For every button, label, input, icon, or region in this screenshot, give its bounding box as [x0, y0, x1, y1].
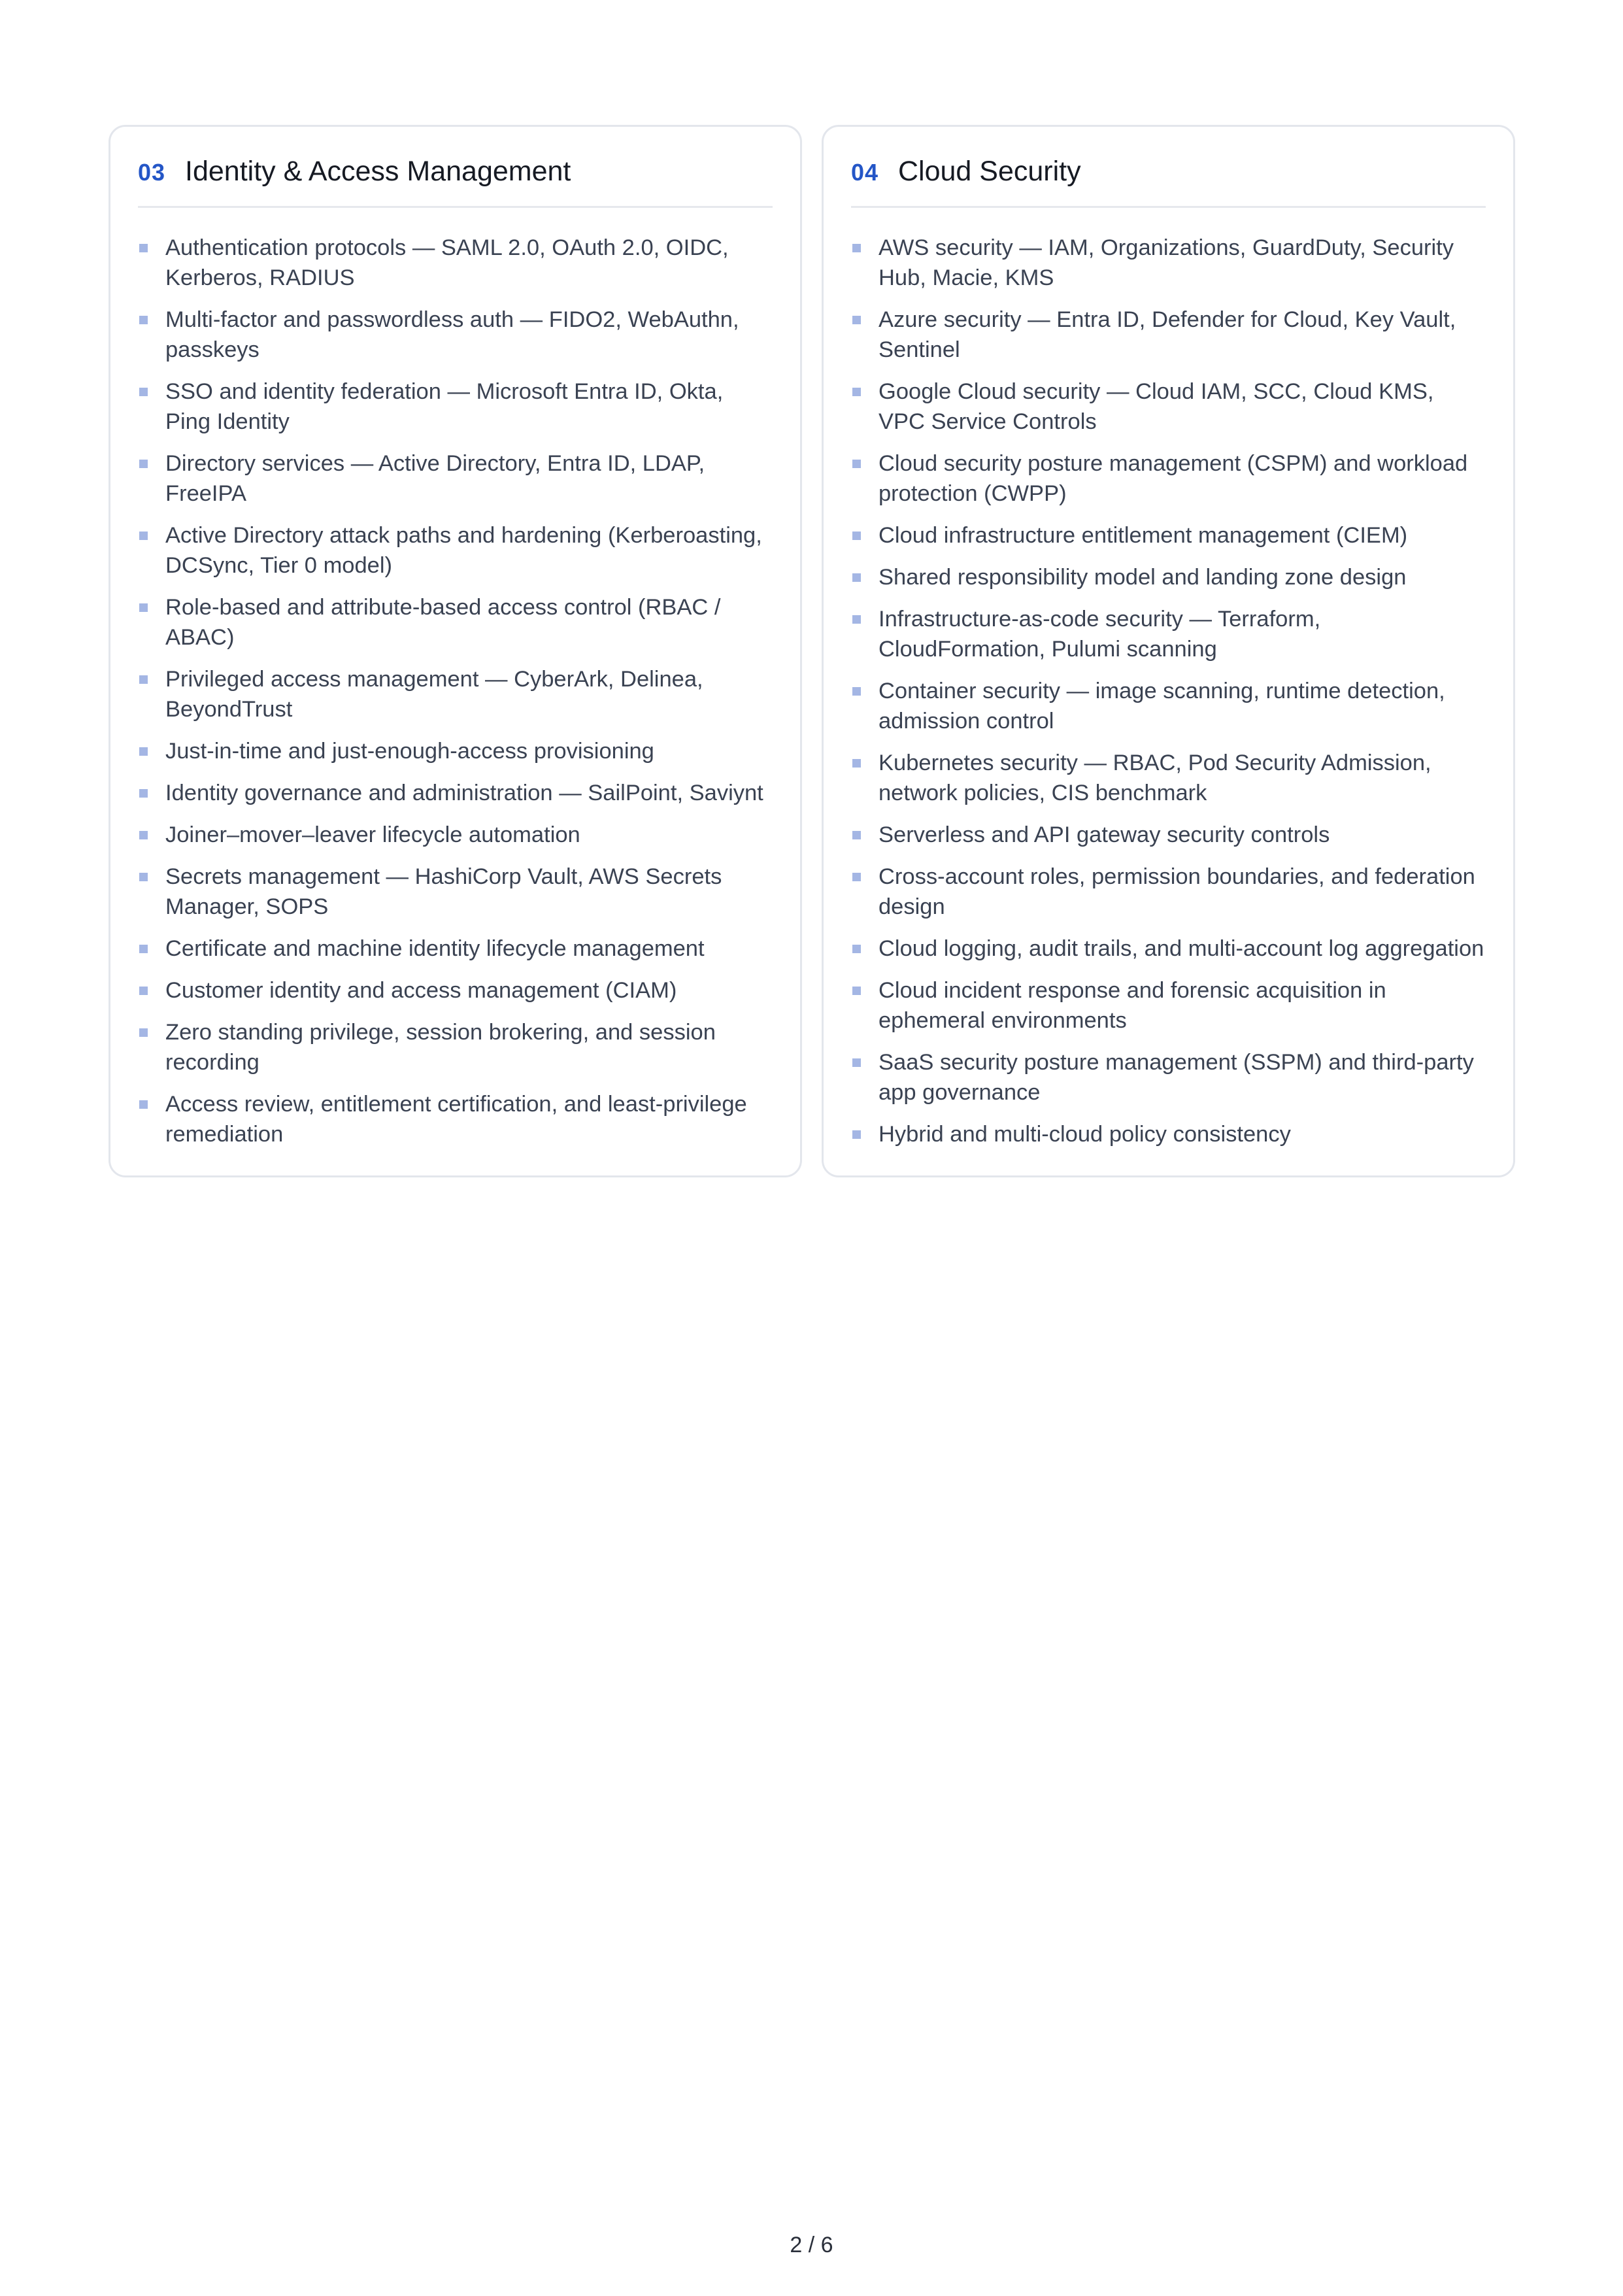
square-bullet-icon: [852, 388, 861, 396]
list-item: [851, 520, 1486, 550]
square-bullet-icon: [852, 1130, 861, 1139]
list-item: [851, 562, 1486, 592]
square-bullet-icon: [139, 316, 148, 324]
square-bullet-icon: [852, 573, 861, 582]
list-item-text: Directory services — Active Directory, Entra ID, LDAP, FreeIPA: [165, 451, 705, 506]
section-number: 04: [851, 159, 879, 186]
list-item-text: Cloud logging, audit trails, and multi-account log aggregation: [878, 936, 1484, 961]
list-item-text: Azure security — Entra ID, Defender for Cloud, Key Vault, Sentinel: [878, 307, 1456, 362]
list-item-text: Cloud infrastructure entitlement management (CIEM): [878, 523, 1408, 548]
list-item: [138, 862, 773, 922]
list-item-text: Cloud incident response and forensic acquisition in ephemeral environments: [878, 978, 1386, 1033]
list-item: [138, 448, 773, 509]
square-bullet-icon: [852, 687, 861, 696]
list-item: [851, 676, 1486, 736]
list-item-text: Serverless and API gateway security controls: [878, 822, 1330, 847]
list-item: [851, 1119, 1486, 1149]
list-item-text: Access review, entitlement certification, and least-privilege remediation: [165, 1092, 747, 1147]
list-item: [851, 305, 1486, 365]
list-item-text: Zero standing privilege, session brokering, and session recording: [165, 1020, 716, 1075]
square-bullet-icon: [852, 615, 861, 624]
square-bullet-icon: [139, 244, 148, 252]
list-item: [138, 1017, 773, 1077]
section-card-identity-access-management: [109, 125, 802, 1177]
list-item-text: Secrets management — HashiCorp Vault, AWS Secrets Manager, SOPS: [165, 864, 722, 919]
list-item-text: AWS security — IAM, Organizations, GuardDuty, Security Hub, Macie, KMS: [878, 235, 1454, 290]
section-item-list: [138, 233, 773, 1149]
list-item: [138, 664, 773, 724]
square-bullet-icon: [139, 1028, 148, 1037]
list-item: [138, 736, 773, 766]
square-bullet-icon: [139, 987, 148, 995]
square-bullet-icon: [139, 532, 148, 540]
list-item: [138, 592, 773, 652]
list-item-text: Customer identity and access management (CIAM): [165, 978, 677, 1003]
list-item: [851, 233, 1486, 293]
list-item-text: Kubernetes security — RBAC, Pod Security Admission, network policies, CIS benchmark: [878, 751, 1431, 805]
list-item-text: Multi-factor and passwordless auth — FIDO2, WebAuthn, passkeys: [165, 307, 739, 362]
section-title: Identity & Access Management: [185, 156, 571, 187]
list-item: [851, 448, 1486, 509]
list-item-text: Hybrid and multi-cloud policy consistency: [878, 1122, 1291, 1147]
list-item-text: Identity governance and administration — SailPoint, Saviynt: [165, 781, 763, 805]
page-number: 2 / 6: [790, 2233, 833, 2257]
list-item-text: Joiner–mover–leaver lifecycle automation: [165, 822, 580, 847]
square-bullet-icon: [139, 831, 148, 839]
list-item: [138, 233, 773, 293]
list-item: [138, 377, 773, 437]
square-bullet-icon: [852, 244, 861, 252]
section-card-cloud-security: [822, 125, 1515, 1177]
square-bullet-icon: [852, 532, 861, 540]
square-bullet-icon: [852, 759, 861, 768]
section-title: Cloud Security: [898, 156, 1081, 187]
list-item: [851, 377, 1486, 437]
list-item: [138, 975, 773, 1005]
list-item-text: SSO and identity federation — Microsoft Entra ID, Okta, Ping Identity: [165, 379, 724, 434]
list-item-text: Active Directory attack paths and hardening (Kerberoasting, DCSync, Tier 0 model): [165, 523, 762, 578]
list-item: [851, 975, 1486, 1036]
list-item-text: Authentication protocols — SAML 2.0, OAuth 2.0, OIDC, Kerberos, RADIUS: [165, 235, 729, 290]
square-bullet-icon: [852, 873, 861, 881]
list-item-text: Cross-account roles, permission boundaries, and federation design: [878, 864, 1475, 919]
square-bullet-icon: [139, 945, 148, 953]
square-bullet-icon: [852, 987, 861, 995]
list-item-text: Container security — image scanning, runtime detection, admission control: [878, 679, 1445, 734]
list-item: [138, 820, 773, 850]
list-item: [851, 862, 1486, 922]
square-bullet-icon: [139, 789, 148, 798]
list-item-text: Just-in-time and just-enough-access provisioning: [165, 739, 654, 764]
list-item-text: SaaS security posture management (SSPM) and third-party app governance: [878, 1050, 1474, 1105]
square-bullet-icon: [852, 1058, 861, 1067]
list-item-text: Role-based and attribute-based access control (RBAC / ABAC): [165, 595, 721, 650]
section-header: [851, 156, 1486, 208]
list-item: [851, 748, 1486, 808]
list-item: [138, 778, 773, 808]
section-item-list: [851, 233, 1486, 1149]
section-header: [138, 156, 773, 208]
list-item: [138, 1089, 773, 1149]
list-item-text: Shared responsibility model and landing zone design: [878, 565, 1407, 590]
list-item-text: Certificate and machine identity lifecycle management: [165, 936, 705, 961]
list-item: [138, 520, 773, 581]
square-bullet-icon: [139, 460, 148, 468]
square-bullet-icon: [139, 1100, 148, 1109]
list-item: [851, 604, 1486, 664]
square-bullet-icon: [852, 460, 861, 468]
list-item: [851, 820, 1486, 850]
square-bullet-icon: [139, 603, 148, 612]
list-item: [851, 934, 1486, 964]
section-number: 03: [138, 159, 166, 186]
square-bullet-icon: [139, 873, 148, 881]
square-bullet-icon: [852, 831, 861, 839]
list-item-text: Privileged access management — CyberArk, Delinea, BeyondTrust: [165, 667, 703, 722]
section-grid: [109, 125, 1515, 1177]
list-item: [138, 934, 773, 964]
list-item-text: Infrastructure-as-code security — Terraform, CloudFormation, Pulumi scanning: [878, 607, 1321, 662]
square-bullet-icon: [139, 675, 148, 684]
square-bullet-icon: [139, 747, 148, 756]
list-item: [851, 1047, 1486, 1107]
square-bullet-icon: [852, 316, 861, 324]
square-bullet-icon: [139, 388, 148, 396]
list-item-text: Google Cloud security — Cloud IAM, SCC, Cloud KMS, VPC Service Controls: [878, 379, 1434, 434]
list-item: [138, 305, 773, 365]
list-item-text: Cloud security posture management (CSPM) and workload protection (CWPP): [878, 451, 1468, 506]
square-bullet-icon: [852, 945, 861, 953]
